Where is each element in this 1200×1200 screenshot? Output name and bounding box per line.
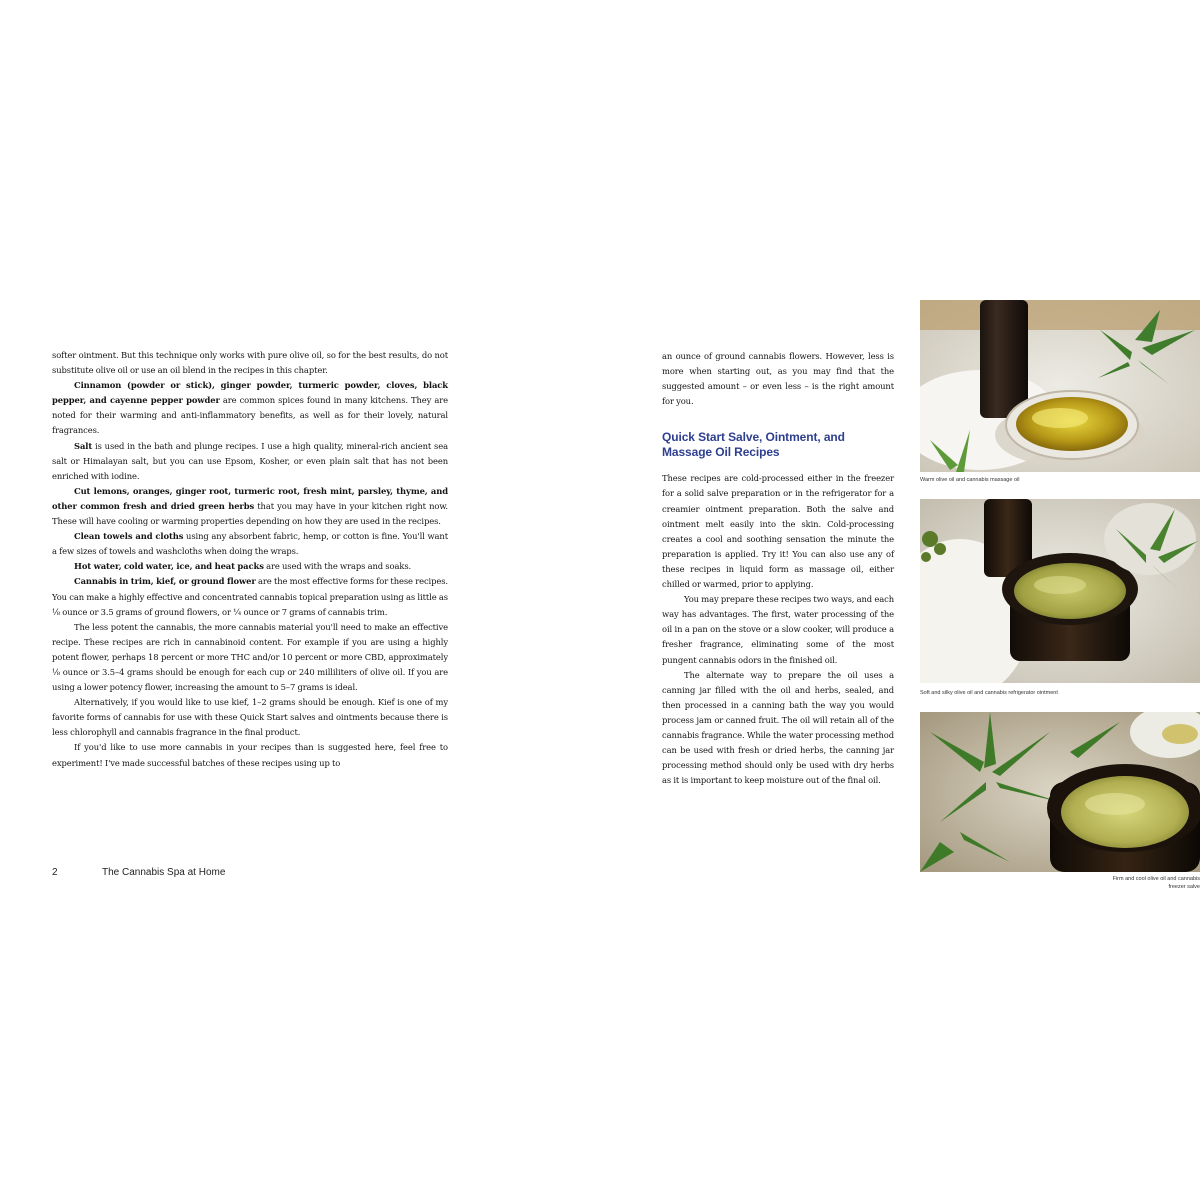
paragraph: These recipes are cold-processed either in the freezer for a solid salve preparation or in the refrigerator for a creamier ointment preparation. Both the salve and ointment melt easily into the skin. Cold-processing creates a cool and soothing sensation the minute the preparation is applied. Try it! You can also use any of these recipes in liquid form as massage oil, either chilled or warmed, prior to applying. (662, 473, 894, 590)
bold-term: Cannabis in trim, kief, or ground flower (74, 576, 256, 587)
paragraph (52, 529, 448, 559)
paragraph (52, 484, 448, 529)
text-run: that you may have in your kitchen right now. These will have cooling or warming properties depending on how they are used in the recipes. (52, 500, 448, 527)
section-heading: Quick Start Salve, Ointment, and Massage Oil Recipes (662, 430, 845, 460)
paragraph: The alternate way to prepare the oil uses a canning jar filled with the oil and herbs, sealed, and then processed in a canning bath the way you would process jam or canned fruit. The oil will retain all of the cannabis fragrance. While the water processing method can be used with fresh or dried herbs, the canning jar processing method should only be used with dry herbs as it is important to keep moisture out of the final oil. (662, 669, 894, 786)
bold-term: Cinnamon (powder or stick), ginger powder, turmeric powder, cloves, black pepper, and cayenne pepper powder (52, 380, 448, 406)
text-run: softer ointment. But this technique only works with pure olive oil, so for the best results, do not substitute olive oil or use an oil blend in the recipes in this chapter. (52, 350, 448, 376)
paragraph: You may prepare these recipes two ways, and each way has advantages. The first, water processing of the oil in a pan on the stove or a slow cooker, will produce a fresher fragrance, eliminating some of the most pungent cannabis odors in the finished oil. (662, 594, 894, 665)
text-run: are common spices found in many kitchens. They are noted for their warming and anti-inflammatory benefits, as well as for their lovely, natural fragrances. (52, 395, 448, 436)
paragraph (52, 740, 448, 770)
paragraph (52, 378, 448, 438)
text-run: The less potent the cannabis, the more cannabis material you'll need to make an effective recipe. These recipes are rich in cannabinoid content. For example if you are using a highly potent flower, perhaps 18 percent or more THC and/or 10 percent or more CBD, approximately ⅛ ounce or 3.5–4 grams should be enough for each cup or 240 milliliters of olive oil. If you are using a lower potency flower, increasing the amount to 5–7 grams is ideal. (52, 621, 448, 693)
bold-term: Hot water, cold water, ice, and heat packs (74, 561, 264, 572)
massage-oil-caption: Warm olive oil and cannabis massage oil (920, 477, 1020, 483)
paragraph (52, 439, 448, 484)
bold-term: Cut lemons, oranges, ginger root, turmeric root, fresh mint, parsley, thyme, and other common fresh and dried green herbs (52, 485, 448, 511)
paragraph (52, 695, 448, 740)
text-run: Alternatively, if you would like to use kief, 1–2 grams should be enough. Kief is one of my favorite forms of cannabis for use with these Quick Start salves and ointments because there is less chlorophyll and cannabis fragrance in the final product. (52, 697, 448, 738)
ointment-caption: Soft and silky olive oil and cannabis refrigerator ointment (920, 690, 1058, 696)
bold-term: Salt (74, 440, 93, 451)
bold-term: Clean towels and cloths (74, 531, 184, 542)
right-page-body (662, 349, 894, 788)
page-number: 2 (52, 867, 58, 878)
ointment-photo (920, 499, 1200, 683)
intro-paragraph: an ounce of ground cannabis flowers. However, less is more when starting out, as you may find that the suggested amount – or even less – is the right amount for you. (662, 351, 894, 407)
left-page-body (52, 348, 448, 771)
text-run: are the most effective forms for these recipes. You can make a highly effective and concentrated cannabis topical preparation using as little as ⅛ ounce or 3.5 grams of ground flowers, or ¼ ounce or 7 grams of cannabis trim. (52, 576, 448, 617)
paragraph (52, 348, 448, 378)
text-run: using any absorbent fabric, hemp, or cotton is fine. You'll want a few sizes of towels and washcloths when doing the wraps. (52, 531, 448, 557)
text-run: If you'd like to use more cannabis in your recipes than is suggested here, feel free to experiment! I've made successful batches of these recipes using up to (52, 742, 448, 768)
text-run: is used in the bath and plunge recipes. I use a high quality, mineral-rich ancient sea salt or Himalayan salt, but you can use Epsom, Kosher, or even plain salt that has not been enriched with iodine. (52, 440, 448, 481)
salve-caption: Firm and cool olive oil and cannabis freezer salve (1112, 876, 1200, 890)
page-footer (52, 867, 352, 878)
paragraph (52, 574, 448, 619)
salve-photo (920, 712, 1200, 872)
massage-oil-photo (920, 300, 1200, 472)
right-paragraphs (662, 471, 894, 788)
text-run: are used with the wraps and soaks. (263, 561, 412, 572)
paragraph (52, 620, 448, 695)
paragraph (52, 559, 448, 574)
running-title: The Cannabis Spa at Home (102, 867, 226, 878)
